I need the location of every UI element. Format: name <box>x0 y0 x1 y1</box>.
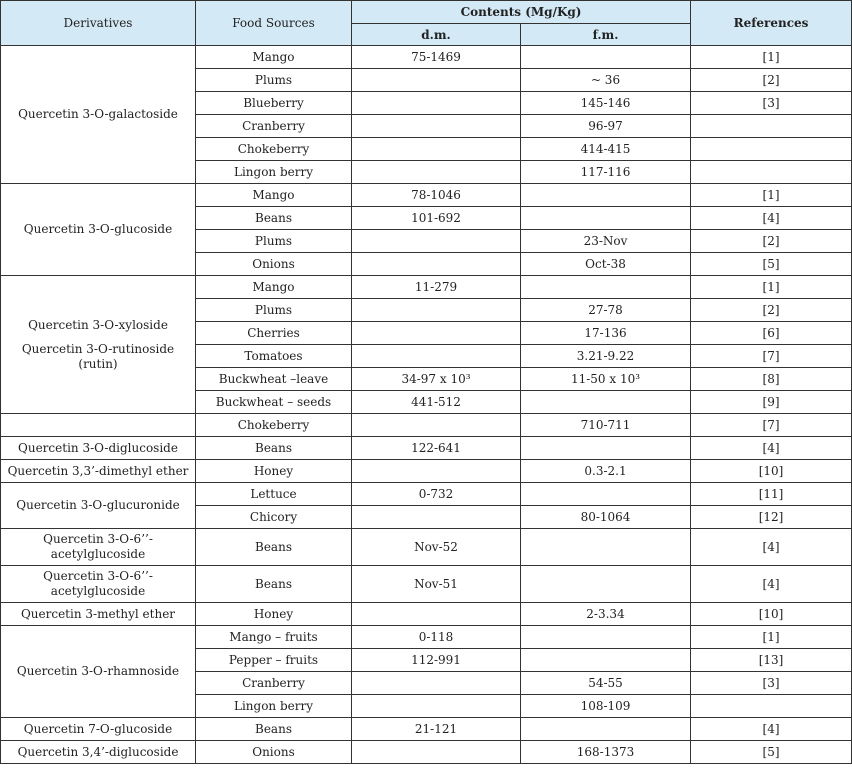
fm-value-cell <box>521 184 691 207</box>
derivative-cell <box>1 276 196 414</box>
fm-value-cell <box>521 391 691 414</box>
fm-value-cell: Oct-38 <box>521 253 691 276</box>
fm-value-cell: 2-3.34 <box>521 603 691 626</box>
header-references: References <box>691 1 852 46</box>
food-source-cell: Mango <box>196 276 352 299</box>
food-source-cell: Plums <box>196 69 352 92</box>
reference-cell: [4] <box>691 207 852 230</box>
derivative-name: Quercetin 3-O-diglucoside <box>18 440 178 455</box>
derivative-name: Quercetin 3,4’-diglucoside <box>17 744 179 759</box>
food-source-cell: Onions <box>196 741 352 764</box>
derivative-name: Quercetin 3-O-glucoside <box>23 222 173 236</box>
derivative-name: Quercetin 3-O-rhamnoside <box>16 664 180 678</box>
header-food-sources: Food Sources <box>196 1 352 46</box>
dm-value-cell: 122-641 <box>352 437 521 460</box>
food-source-cell: Lingon berry <box>196 695 352 718</box>
table-row <box>1 437 852 460</box>
reference-cell: [4] <box>691 718 852 741</box>
derivative-cell <box>1 566 196 603</box>
reference-cell: [4] <box>691 437 852 460</box>
table-row <box>1 566 852 603</box>
fm-value-cell: 108-109 <box>521 695 691 718</box>
reference-cell: [1] <box>691 184 852 207</box>
fm-value-cell <box>521 626 691 649</box>
derivative-cell <box>1 718 196 741</box>
food-source-cell: Chokeberry <box>196 138 352 161</box>
dm-value-cell: 34-97 x 10³ <box>352 368 521 391</box>
derivative-cell <box>1 46 196 184</box>
food-source-cell: Mango – fruits <box>196 626 352 649</box>
dm-value-cell: 441-512 <box>352 391 521 414</box>
food-source-cell: Blueberry <box>196 92 352 115</box>
dm-value-cell <box>352 695 521 718</box>
dm-value-cell: Nov-51 <box>352 566 521 603</box>
food-source-cell: Beans <box>196 437 352 460</box>
fm-value-cell: 0.3-2.1 <box>521 460 691 483</box>
table-row <box>1 460 852 483</box>
derivative-name: Quercetin 3-O-6’’-acetylglucoside <box>43 569 153 598</box>
derivative-name: Quercetin 7-O-glucoside <box>23 721 173 736</box>
fm-value-cell: 96-97 <box>521 115 691 138</box>
food-source-cell: Lingon berry <box>196 161 352 184</box>
fm-value-cell <box>521 566 691 603</box>
reference-cell: [2] <box>691 69 852 92</box>
reference-cell: [7] <box>691 414 852 437</box>
reference-cell: [11] <box>691 483 852 506</box>
fm-value-cell: 11-50 x 10³ <box>521 368 691 391</box>
table-row <box>1 184 852 207</box>
food-source-cell: Plums <box>196 230 352 253</box>
food-source-cell: Tomatoes <box>196 345 352 368</box>
derivative-cell <box>1 414 196 437</box>
reference-cell: [4] <box>691 529 852 566</box>
reference-cell <box>691 161 852 184</box>
fm-value-cell: 54-55 <box>521 672 691 695</box>
fm-value-cell: 710-711 <box>521 414 691 437</box>
food-source-cell: Chicory <box>196 506 352 529</box>
table-row <box>1 603 852 626</box>
reference-cell: [13] <box>691 649 852 672</box>
table-row <box>1 718 852 741</box>
derivative-name: Quercetin 3-O-rutinoside (rutin) <box>21 341 175 371</box>
dm-value-cell: 21-121 <box>352 718 521 741</box>
header-derivatives: Derivatives <box>1 1 196 46</box>
fm-value-cell: ~ 36 <box>521 69 691 92</box>
food-source-cell: Beans <box>196 566 352 603</box>
table-body <box>1 46 852 764</box>
derivative-cell <box>1 483 196 529</box>
food-source-cell: Cherries <box>196 322 352 345</box>
reference-cell: [9] <box>691 391 852 414</box>
food-source-cell: Cranberry <box>196 115 352 138</box>
table-row <box>1 483 852 506</box>
derivative-cell <box>1 603 196 626</box>
dm-value-cell <box>352 253 521 276</box>
fm-value-cell: 145-146 <box>521 92 691 115</box>
fm-value-cell <box>521 649 691 672</box>
reference-cell: [3] <box>691 92 852 115</box>
fm-value-cell: 17-136 <box>521 322 691 345</box>
food-source-cell: Lettuce <box>196 483 352 506</box>
reference-cell: [5] <box>691 741 852 764</box>
dm-value-cell <box>352 345 521 368</box>
food-source-cell: Mango <box>196 184 352 207</box>
food-source-cell: Beans <box>196 529 352 566</box>
reference-cell: [8] <box>691 368 852 391</box>
derivative-name: Quercetin 3-methyl ether <box>20 606 176 621</box>
derivative-cell <box>1 741 196 764</box>
food-source-cell: Beans <box>196 207 352 230</box>
dm-value-cell: 11-279 <box>352 276 521 299</box>
derivative-cell <box>1 529 196 566</box>
food-source-cell: Chokeberry <box>196 414 352 437</box>
dm-value-cell <box>352 92 521 115</box>
derivative-cell <box>1 437 196 460</box>
reference-cell: [6] <box>691 322 852 345</box>
food-source-cell: Honey <box>196 460 352 483</box>
dm-value-cell <box>352 603 521 626</box>
reference-cell: [2] <box>691 230 852 253</box>
food-source-cell: Buckwheat – seeds <box>196 391 352 414</box>
dm-value-cell <box>352 322 521 345</box>
fm-value-cell: 3.21-9.22 <box>521 345 691 368</box>
food-source-cell: Onions <box>196 253 352 276</box>
derivative-name: Quercetin 3-O-6’’-acetylglucoside <box>43 532 153 561</box>
header-contents: Contents (Mg/Kg) <box>352 1 691 24</box>
fm-value-cell: 117-116 <box>521 161 691 184</box>
food-source-cell: Pepper – fruits <box>196 649 352 672</box>
table-row <box>1 626 852 649</box>
dm-value-cell: 0-118 <box>352 626 521 649</box>
dm-value-cell: Nov-52 <box>352 529 521 566</box>
dm-value-cell <box>352 138 521 161</box>
reference-cell <box>691 138 852 161</box>
dm-value-cell <box>352 230 521 253</box>
fm-value-cell <box>521 276 691 299</box>
reference-cell: [1] <box>691 276 852 299</box>
food-source-cell: Plums <box>196 299 352 322</box>
derivative-cell <box>1 626 196 718</box>
dm-value-cell <box>352 69 521 92</box>
header-fm: f.m. <box>521 24 691 46</box>
derivative-name: Quercetin 3-O-galactoside <box>18 107 178 121</box>
fm-value-cell <box>521 437 691 460</box>
reference-cell: [5] <box>691 253 852 276</box>
fm-value-cell: 80-1064 <box>521 506 691 529</box>
table-row <box>1 529 852 566</box>
reference-cell: [10] <box>691 603 852 626</box>
reference-cell: [3] <box>691 672 852 695</box>
food-source-cell: Mango <box>196 46 352 69</box>
dm-value-cell <box>352 672 521 695</box>
reference-cell: [2] <box>691 299 852 322</box>
table-row <box>1 741 852 764</box>
dm-value-cell: 101-692 <box>352 207 521 230</box>
fm-value-cell <box>521 46 691 69</box>
dm-value-cell <box>352 506 521 529</box>
dm-value-cell <box>352 414 521 437</box>
reference-cell: [4] <box>691 566 852 603</box>
reference-cell: [10] <box>691 460 852 483</box>
food-source-cell: Beans <box>196 718 352 741</box>
derivative-cell <box>1 460 196 483</box>
derivative-name: Quercetin 3-O-xyloside <box>28 317 168 332</box>
dm-value-cell: 0-732 <box>352 483 521 506</box>
dm-value-cell <box>352 299 521 322</box>
reference-cell: [12] <box>691 506 852 529</box>
fm-value-cell <box>521 483 691 506</box>
table-row <box>1 276 852 299</box>
fm-value-cell: 27-78 <box>521 299 691 322</box>
reference-cell: [7] <box>691 345 852 368</box>
dm-value-cell: 75-1469 <box>352 46 521 69</box>
fm-value-cell: 23-Nov <box>521 230 691 253</box>
fm-value-cell <box>521 207 691 230</box>
table-row <box>1 46 852 69</box>
reference-cell <box>691 695 852 718</box>
dm-value-cell <box>352 161 521 184</box>
fm-value-cell <box>521 718 691 741</box>
dm-value-cell: 78-1046 <box>352 184 521 207</box>
derivative-name: Quercetin 3-O-glucuronide <box>16 498 180 512</box>
header-dm: d.m. <box>352 24 521 46</box>
food-source-cell: Buckwheat –leave <box>196 368 352 391</box>
derivative-name: Quercetin 3,3’-dimethyl ether <box>7 463 189 478</box>
table-header <box>1 1 852 46</box>
reference-cell: [1] <box>691 626 852 649</box>
fm-value-cell: 414-415 <box>521 138 691 161</box>
derivative-cell <box>1 184 196 276</box>
reference-cell: [1] <box>691 46 852 69</box>
reference-cell <box>691 115 852 138</box>
fm-value-cell <box>521 529 691 566</box>
dm-value-cell <box>352 741 521 764</box>
food-source-cell: Honey <box>196 603 352 626</box>
food-source-cell: Cranberry <box>196 672 352 695</box>
table-row <box>1 414 852 437</box>
dm-value-cell <box>352 115 521 138</box>
fm-value-cell: 168-1373 <box>521 741 691 764</box>
dm-value-cell <box>352 460 521 483</box>
dm-value-cell: 112-991 <box>352 649 521 672</box>
